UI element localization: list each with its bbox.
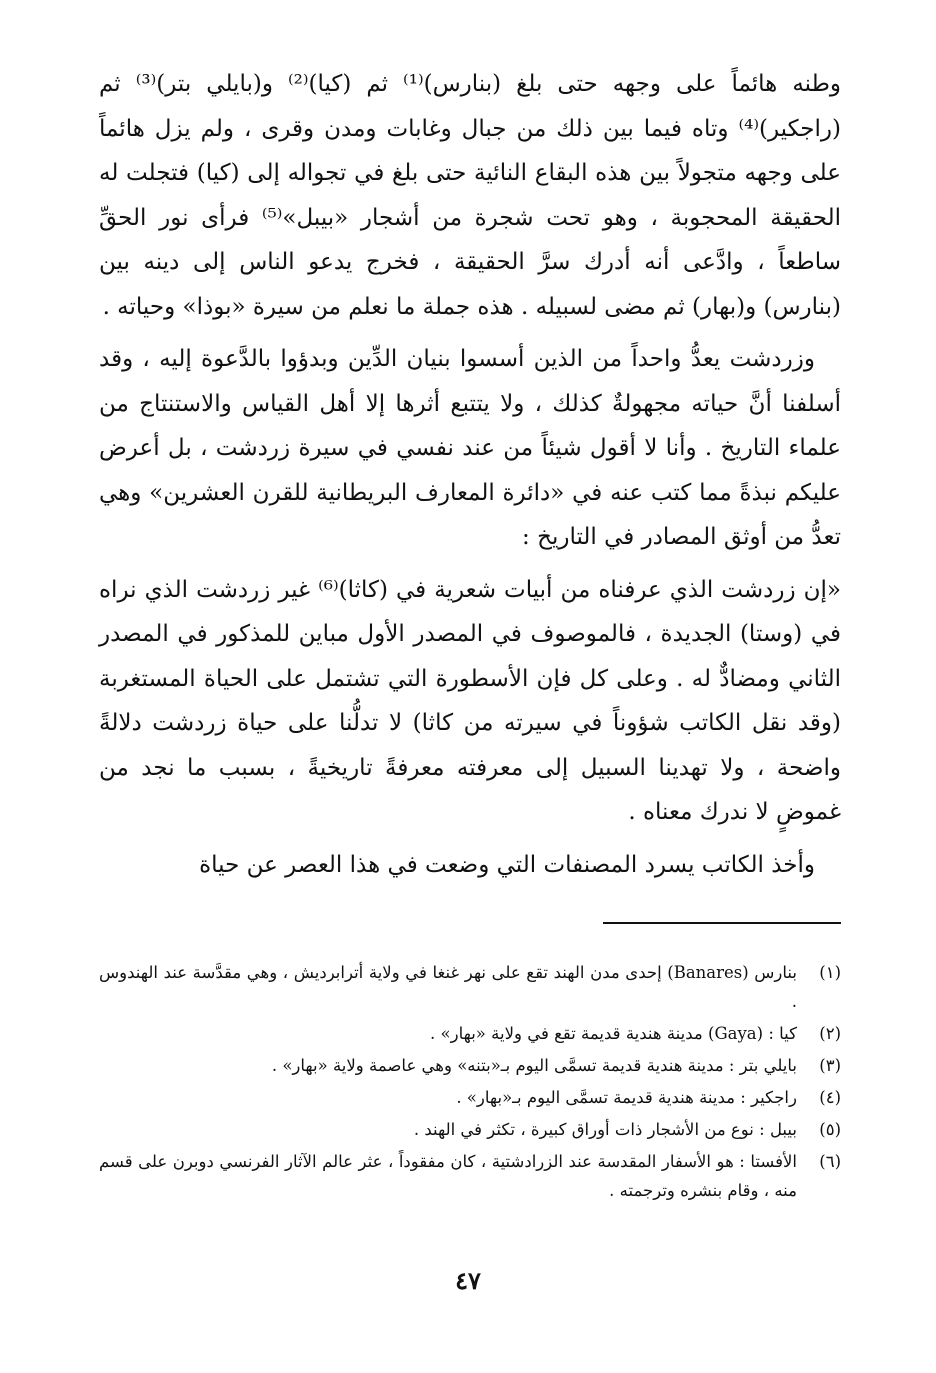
footnote-text: راجكير : مدينة هندية قديمة تسمَّى اليوم بـ«بهار» . xyxy=(456,1088,797,1107)
paragraph-2: وزردشت يعدُّ واحداً من الذين أسسوا بنيان الدِّين وبدؤوا بالدَّعوة إليه ، وقد أسلفنا أنَّ حياته مجهولةٌ كذلك ، ولا يتتبع أثرها إلا أهل القياس والاستنتاج من علماء التاريخ . وأنا لا أقول شيئاً من عند نفسي في سيرة زردشت ، بل أعرض عليكم نبذةً مما كتب عنه في «دائرة المعارف البريطانية للقرن العشرين» وهي تعدُّ من أوثق المصادر في التاريخ : xyxy=(99,346,841,550)
page-number: ٤٧ xyxy=(455,1266,481,1295)
paragraph-4: وأخذ الكاتب يسرد المصنفات التي وضعت في هذا العصر عن حياة xyxy=(199,851,815,878)
footnote-text: الأفستا : هو الأسفار المقدسة عند الزرادشتية ، كان مفقوداً ، عثر عالم الآثار الفرنسي دوبرن على قسم منه ، وقام بنشره وترجمته . xyxy=(99,1152,797,1200)
footnote-6 xyxy=(99,1147,841,1205)
footnote-text: كيا : (Gaya) مدينة هندية قديمة تقع في ولاية «بهار» . xyxy=(430,1024,797,1043)
footnote-3 xyxy=(99,1051,841,1080)
footnote-number: (٣) xyxy=(819,1056,841,1075)
main-text xyxy=(99,62,841,887)
footnotes xyxy=(99,958,841,1208)
footnote-1 xyxy=(99,958,841,1016)
footnote-text: بايلي بتر : مدينة هندية قديمة تسمَّى اليوم بـ«بتنه» وهي عاصمة ولاية «بهار» . xyxy=(271,1056,797,1075)
footnote-separator xyxy=(603,922,841,924)
page-body xyxy=(99,62,841,895)
footnote-text: بنارس (Banares) إحدى مدن الهند تقع على نهر غنغا في ولاية أترابرديش ، وهي مقدَّسة عند الهندوس . xyxy=(99,963,797,1011)
footnote-4 xyxy=(99,1083,841,1112)
paragraph-3: «إن زردشت الذي عرفناه من أبيات شعرية في (كاثا)⁽⁶⁾ غير زردشت الذي نراه في (وستا) الجديدة ، فالموصوف في المصدر الأول مباين للمذكور في المصدر الثاني ومضادٌّ له . وعلى كل فإن الأسطورة التي تشتمل على الحياة المستغربة (وقد نقل الكاتب شؤوناً في سيرته من كاثا) لا تدلُّنا على حياة زردشت دلالةً واضحة ، ولا تهدينا السبيل إلى معرفته معرفةً تاريخيةً ، بسبب ما نجد من غموضٍ لا ندرك معناه . xyxy=(99,576,841,825)
paragraph-1: وطنه هائماً على وجهه حتى بلغ (بنارس)⁽¹⁾ ثم (كيا)⁽²⁾ و(بايلي بتر)⁽³⁾ ثم (راجكير)⁽⁴⁾ وتاه فيما بين ذلك من جبال وغابات ومدن وقرى ، ولم يزل هائماً على وجهه متجولاً بين هذه البقاع النائية حتى بلغ في تجواله إلى (كيا) فتجلت له الحقيقة المحجوبة ، وهو تحت شجرة من أشجار «بيبل»⁽⁵⁾ فرأى نور الحقِّ ساطعاً ، وادَّعى أنه أدرك سرَّ الحقيقة ، فخرج يدعو الناس إلى دينه بين (بنارس) و(بهار) ثم مضى لسبيله . هذه جملة ما نعلم من سيرة «بوذا» وحياته . xyxy=(99,71,842,320)
footnote-number: (٥) xyxy=(819,1120,841,1139)
footnote-number: (٦) xyxy=(819,1152,841,1171)
footnote-number: (٤) xyxy=(819,1088,841,1107)
footnote-2 xyxy=(99,1019,841,1048)
footnote-number: (٢) xyxy=(819,1024,841,1043)
footnote-number: (١) xyxy=(819,963,841,982)
footnote-text: بيبل : نوع من الأشجار ذات أوراق كبيرة ، تكثر في الهند . xyxy=(413,1120,797,1139)
footnote-5 xyxy=(99,1115,841,1144)
